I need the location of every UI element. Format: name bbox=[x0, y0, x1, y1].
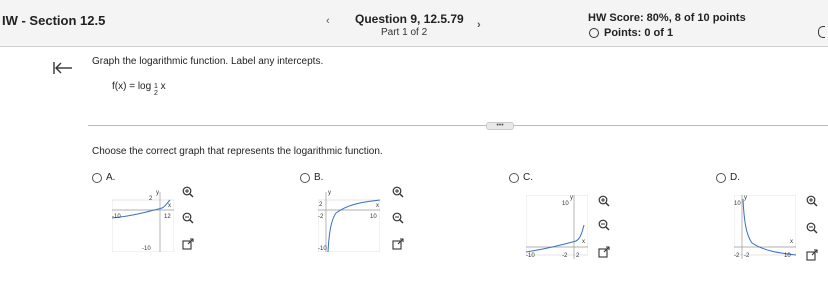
tick-b-bottom: -10 bbox=[318, 246, 327, 252]
zoom-out-icon[interactable] bbox=[806, 222, 818, 234]
question-part: Part 1 of 2 bbox=[381, 27, 428, 38]
option-a-label: A. bbox=[106, 172, 116, 183]
expand-icon[interactable] bbox=[182, 238, 194, 250]
zoom-out-icon[interactable] bbox=[598, 219, 610, 231]
axis-a-y: y bbox=[156, 190, 159, 196]
back-arrow-icon[interactable] bbox=[52, 60, 74, 76]
choice-prompt: Choose the correct graph that represents the logarithmic function. bbox=[92, 146, 383, 157]
section-divider bbox=[88, 125, 828, 126]
base-denominator: 2 bbox=[153, 90, 158, 97]
zoom-in-icon[interactable] bbox=[182, 186, 194, 198]
header-bar bbox=[0, 0, 828, 47]
expand-dots-button[interactable]: ••• bbox=[486, 122, 514, 130]
expand-icon[interactable] bbox=[598, 246, 610, 258]
chevron-left-icon[interactable]: ‹ bbox=[326, 15, 330, 27]
tick-d-bottom: -2 bbox=[744, 253, 750, 259]
chevron-right-icon[interactable]: › bbox=[477, 19, 481, 31]
tick-a-bottom: -10 bbox=[142, 246, 151, 252]
tick-c-right: 2 bbox=[576, 253, 580, 259]
zoom-out-icon[interactable] bbox=[392, 212, 404, 224]
radio-a[interactable] bbox=[92, 173, 102, 183]
option-c-label: C. bbox=[523, 172, 533, 183]
option-a[interactable] bbox=[92, 172, 115, 183]
axis-b-y: y bbox=[328, 190, 331, 196]
axis-d-x: x bbox=[790, 239, 793, 245]
progress-circle-icon bbox=[589, 28, 599, 38]
graph-c bbox=[526, 195, 588, 259]
graph-a bbox=[112, 188, 174, 252]
option-b-label: B. bbox=[314, 172, 324, 183]
tick-d-right: 10 bbox=[784, 253, 791, 259]
zoom-out-icon[interactable] bbox=[182, 212, 194, 224]
hw-score: HW Score: 80%, 8 of 10 points bbox=[588, 12, 746, 24]
tick-a-left: -10 bbox=[112, 214, 121, 220]
expand-icon[interactable] bbox=[392, 238, 404, 250]
graph-b bbox=[318, 188, 380, 252]
function-expression bbox=[112, 77, 166, 97]
expand-icon[interactable] bbox=[806, 249, 818, 261]
axis-b-x: x bbox=[376, 203, 379, 209]
option-c[interactable] bbox=[509, 172, 533, 183]
radio-d[interactable] bbox=[716, 173, 726, 183]
radio-c[interactable] bbox=[509, 173, 519, 183]
zoom-in-icon[interactable] bbox=[392, 186, 404, 198]
axis-c-x: x bbox=[582, 239, 585, 245]
tick-b-top: 2 bbox=[319, 202, 323, 208]
tick-b-left: -2 bbox=[318, 214, 324, 220]
homework-title: IW - Section 12.5 bbox=[2, 13, 106, 28]
radio-b[interactable] bbox=[300, 173, 310, 183]
tick-d-top: 10 bbox=[734, 201, 741, 207]
points-status bbox=[589, 27, 673, 39]
option-d-label: D. bbox=[730, 172, 740, 183]
tick-c-left: -10 bbox=[526, 253, 535, 259]
option-d[interactable] bbox=[716, 172, 740, 183]
base-numerator: 1 bbox=[153, 83, 158, 90]
question-instruction: Graph the logarithmic function. Label any intercepts. bbox=[92, 56, 324, 67]
points-label: Points: 0 of 1 bbox=[604, 27, 674, 39]
tick-b-right: 10 bbox=[370, 214, 377, 220]
function-prefix: f(x) = log bbox=[112, 81, 152, 92]
tick-d-left: -2 bbox=[734, 253, 740, 259]
log-base bbox=[154, 83, 158, 97]
tick-c-top: 10 bbox=[562, 201, 569, 207]
tick-c-bottom: -2 bbox=[562, 253, 568, 259]
graph-d bbox=[734, 195, 796, 259]
zoom-in-icon[interactable] bbox=[806, 195, 818, 207]
axis-c-y: y bbox=[570, 195, 573, 201]
question-title: Question 9, 12.5.79 bbox=[355, 12, 464, 26]
axis-d-y: y bbox=[744, 195, 747, 201]
function-variable: x bbox=[160, 81, 166, 92]
tick-a-top: 2 bbox=[149, 196, 153, 202]
zoom-in-icon[interactable] bbox=[598, 195, 610, 207]
option-b[interactable] bbox=[300, 172, 323, 183]
panel-toggle-icon[interactable] bbox=[818, 26, 825, 38]
tick-a-right: 12 bbox=[164, 214, 171, 220]
axis-a-x: x bbox=[168, 203, 171, 209]
